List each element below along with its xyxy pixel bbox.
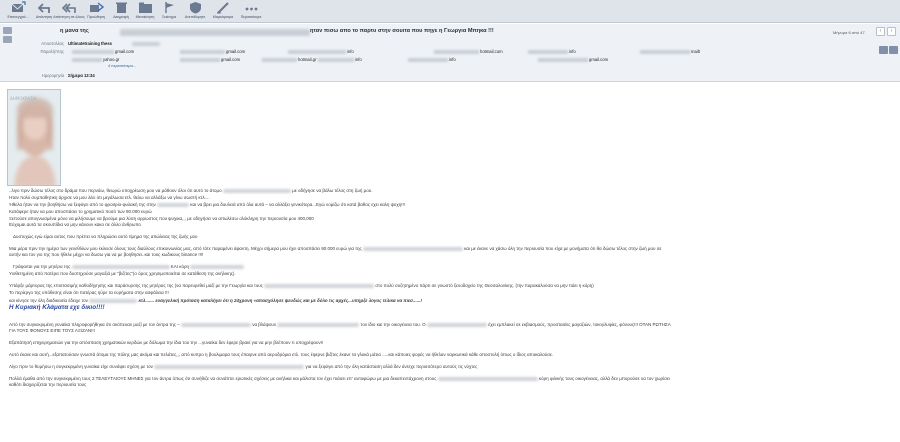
redacted-text <box>438 377 538 382</box>
more-label: Περισσότερα <box>240 15 262 19</box>
recipient-chip[interactable] <box>72 49 134 54</box>
contact-icon <box>3 36 12 43</box>
reply-all-label: Απάντηση σε όλους <box>53 15 85 19</box>
redacted-text <box>72 265 170 270</box>
body-line <box>9 382 86 388</box>
line-text: με οδήγησε να βάλω τέλος στη ζωή μου. <box>292 188 373 193</box>
recipient-domain: mailt <box>691 49 700 54</box>
line-text: Ηταν πολύ συμπαθητικη άρχισε να μου λέει ότι μεγάλωσα ετλ. θελω να αλλάξω να γίνω σωστή κτλ.... <box>9 195 210 200</box>
line-text: Υιοθετημένη από πατέρα που δυστηχούσε μαγαζιά με "βιζίτες"(ο όρος χρησιμοποιείται σε κατάθεση της ανήλικης). <box>9 271 236 276</box>
redacted-address <box>288 50 346 54</box>
highlight-line <box>9 305 105 311</box>
delete-icon <box>114 1 129 14</box>
move-label: Μετακίνηση <box>135 15 155 19</box>
mark-button[interactable] <box>210 1 236 22</box>
reply-icon <box>37 1 52 14</box>
line-text: κόρη φιλικής τους οικογένειας, αλλά δεν μπορούσε να τον χωρίσει <box>538 376 670 381</box>
body-line <box>9 328 95 334</box>
flag-button[interactable] <box>158 1 180 22</box>
redacted-text <box>190 265 244 270</box>
menu-icon[interactable] <box>889 46 898 54</box>
move-icon <box>138 1 153 14</box>
recipient-domain: gmail.com <box>115 49 135 54</box>
redacted-address <box>538 58 588 62</box>
side-buttons <box>879 46 898 54</box>
recipient-chip[interactable] <box>318 57 362 62</box>
body-line <box>13 234 198 240</box>
line-text: κτλ....... ευαγγελική πρόταση καταλήγει ότι η 24χρονη «απασχόλησε ψευδώς και με δόλο τις αρχές...υπηρξε λογος τελικα να πιεσ......! <box>138 298 423 303</box>
recipient-domain: info <box>449 57 456 62</box>
delete-label: Διαγραφή <box>113 15 129 19</box>
recipient-chip[interactable] <box>538 57 608 62</box>
redacted-text <box>89 299 137 304</box>
line-text: Λίγο πριν το θυμήσω η συγκεκριμένη γυναίκα είχε συνάψει σχέση με τον <box>9 364 153 369</box>
message-nav <box>876 27 896 36</box>
compose-icon <box>11 1 26 14</box>
body-line <box>9 290 169 296</box>
redacted-text <box>363 247 463 252</box>
line-text: και κίνησε την όλη διαδικασία έδειχε τον <box>9 298 88 303</box>
redacted-address <box>640 50 690 54</box>
recipient-domain: hotmail.com <box>480 49 503 54</box>
recipient-domain: info <box>347 49 354 54</box>
line-text: Ξεπούσε απογνωσμένα μόνο να μιλήσουμε να βρούμε μια λύση αρρωστος που ψυχικα,,, με οδηγήσει να απωλέσω ολόκληρη την περιουσία μου 400,000 <box>9 216 314 221</box>
date-label: Ημερομηνία <box>41 73 64 78</box>
blurred-id-photo <box>7 89 61 186</box>
recipient-chip[interactable] <box>180 49 245 54</box>
line-text: Κατάφερε ήταν να μου αποσπάσει το χρηματικό ποσό των 90.000 ευρώ <box>9 209 152 214</box>
recipient-chip[interactable] <box>262 57 316 62</box>
recipient-chip[interactable] <box>528 49 576 54</box>
spam-icon <box>188 1 203 14</box>
redacted-text <box>154 365 304 370</box>
redacted-address <box>262 58 297 62</box>
recipient-domain: yahoo.gr <box>103 57 120 62</box>
line-text: Εύχομαι αυτά τα σκουπίδια να μην κάνουν κακο σε άλλο άνθρωπο <box>9 222 141 227</box>
line-text: να βλάψουν <box>252 322 277 327</box>
recipient-chip[interactable] <box>640 49 700 54</box>
forward-label: Προώθηση <box>87 15 105 19</box>
redacted-text <box>181 323 251 328</box>
recipient-chip[interactable] <box>180 57 240 62</box>
compose-button[interactable] <box>5 1 31 22</box>
from-label: Αποστολέας <box>41 41 64 46</box>
line-text: Δυστυχώς εγώ είμαι αυτος που πρέπει να πληρώσει αυτό τίμημα της απώλειας της ζωής μου <box>13 234 198 239</box>
header-icon-column <box>3 27 12 45</box>
redacted-address <box>180 58 220 62</box>
recipient-domain: gmail.com <box>226 49 246 54</box>
recipient-chip[interactable] <box>434 49 503 54</box>
line-text: Ήθελα ήταν να την βοηθήσω να ξεφύγει από το φροϋρίο-φυλακή της στην <box>9 202 156 207</box>
body-line <box>9 271 236 277</box>
recipient-domain: info <box>355 57 362 62</box>
flag-label: Ξεκίνημα <box>161 15 177 19</box>
more-recipients-link[interactable]: 4 περισσότερα... <box>108 64 136 68</box>
body-line <box>9 364 477 370</box>
envelope-icon <box>3 27 12 34</box>
redacted-address <box>408 58 448 62</box>
date-value: Σήμερα 13:34 <box>68 73 95 78</box>
subject-row <box>60 28 760 37</box>
prev-message-icon[interactable]: ‹ <box>876 27 885 36</box>
line-text: Υπάρξε μάρτυρας της επιστασιμής καθοδήγησης και παράσυρσης της μητέρας της (να παρευρεθεί μαζί με την Γεωργία και τους <box>9 283 263 288</box>
next-message-icon[interactable]: › <box>887 27 896 36</box>
line-text: ΓΙΑ ΤΟΥΣ ΦΟΝΟΥΣ ΕΙΠΕ ΤΟΥΣ ΑΞΙΖΑΝ!!! <box>9 328 95 333</box>
body-line <box>9 188 372 194</box>
line-text: Το περίεργο της υπόθεσης είναι ότι πατέρας ηύρε τα ευρήματα στην ασφάλεια !!! <box>9 290 169 295</box>
subject-end: ηταν πισω απο το παρτυ στην σουιτα που πηγε η Γεωργια Μπηκα !!! <box>310 28 494 34</box>
line-text: Πολλά έμαθα από την συγκεκριμένη τους 2 ΤΕΛΕΥΤΑΙΟΥΣ ΜΗΝΕΣ για τον άντρα όπως ότι συνήθιζε να συνάπτει ερωτικές σχέσεις με ανήλικα και μάλιστα τον έχει πιάσει επ' αυτοφώρω με μια δεκαπεντάχρονη στους <box>9 376 437 381</box>
redacted-text <box>157 203 189 208</box>
recipient-domain: gmail.com <box>589 57 609 62</box>
recipient-chip[interactable] <box>408 57 456 62</box>
line-text: Η Κυριακή Κλάματα εχε δικιο!!!! <box>9 304 105 311</box>
move-button[interactable] <box>134 1 156 22</box>
line-text: έχει εμπλακεί σε εκβιασμούς, προστασίες μαγαζιών, τοκογλυφίες, φόνους!!! ΟΤΑΝ ΡΩΤΗΣΑ <box>488 322 671 327</box>
reply-label: Απάντηση <box>35 15 53 19</box>
recipient-chip[interactable] <box>72 57 119 62</box>
body-line <box>9 252 203 258</box>
redacted-text <box>277 323 359 328</box>
body-line <box>13 264 244 270</box>
compose-label: Επανεγγρά... <box>7 15 29 19</box>
redacted-address <box>318 58 354 62</box>
body-line <box>9 222 141 228</box>
line-text: ..λιγο πριν δώσω τέλος στο δράμα που περνάω, θεωρώ υποχρέωση μου να μάθουν όλοι ότι αυτό το άτομο <box>9 188 222 193</box>
delete-button[interactable] <box>110 1 132 22</box>
to-label: Παραλήπτης <box>40 49 64 54</box>
forward-button[interactable] <box>84 1 108 22</box>
recipient-domain: info <box>569 49 576 54</box>
redacted-text <box>427 323 487 328</box>
subject-start: η μανα της <box>60 28 89 34</box>
portrait-image <box>8 90 61 186</box>
line-text: αυτήν και τον γιο της που ήθελε μέχρι να δωσω για να με βοηθησει..και τους κωδικους binance !!!! <box>9 252 204 257</box>
more-button[interactable] <box>238 1 264 22</box>
redacted-address <box>72 58 102 62</box>
body-line <box>9 352 553 358</box>
line-text: και με έκανε να χάσω όλη την περιουσία που είχα με μονήματα ότι θα δώσω τέλος στην ζωή μου σε <box>464 246 662 251</box>
body-line <box>9 340 323 346</box>
reply-all-icon <box>62 1 77 14</box>
line-text: καθότι διαχειρίζεται την περιουσία τους <box>9 382 87 387</box>
print-icon[interactable] <box>879 46 888 54</box>
redacted-address <box>434 50 479 54</box>
recipient-chip[interactable] <box>288 49 354 54</box>
toolbar <box>0 0 900 23</box>
mark-icon <box>216 1 231 14</box>
body-line <box>9 209 152 215</box>
redacted-address <box>180 50 225 54</box>
reply-all-button[interactable] <box>53 1 85 22</box>
svg-text:ΔΗΜΟΚΡΑΤΙΑ: ΔΗΜΟΚΡΑΤΙΑ <box>10 96 37 101</box>
body-line <box>9 202 405 208</box>
line-text: Μια μέρα πριν την ημέρα των γενεθλίων μου έκλεισε όλους τους διαύλους επικοινωνίας μας, από τότε παραμένει άφαντη. Μέχρι σήμερα μου έχει αποσπάσει 90.000 ευρώ για της <box>9 246 362 251</box>
spam-button[interactable] <box>182 1 208 22</box>
line-text: Από την συγκεκριμένη γυναίκα πληροφορήθηκα ότι σκόπευαν μαζί με τον άντρα της – <box>9 322 180 327</box>
body-line <box>9 195 210 201</box>
redacted-from <box>132 42 160 46</box>
message-count: Μήνυμα 6 από 47 <box>833 30 865 35</box>
line-text: Αυτό έκανε και αυτή...εξαπατούσαν γνωστά άτομα της πόλης μας ακόμα και πελάτες,,, από κυπρο η βουλιμαρα τους έπαιρνε από αεροδρόμια ετλ. τους έφερνε βιζίτες έκανε τα γλυκά μάτια .....και κάποιες φορές να ήθελαν ναρκωτικά κάθε αποστολή όπως ο ίδιος αποκαλούσε. <box>9 352 554 357</box>
redacted-text <box>223 189 291 194</box>
mark-label: Μαρκάρισμα <box>212 15 234 19</box>
spam-label: Ανεπιθύμητο <box>184 15 206 19</box>
from-value[interactable]: Ultimatetraining thess <box>68 41 112 46</box>
flag-icon <box>162 1 177 14</box>
recipient-domain: hotmail.gr <box>298 57 317 62</box>
redacted-address <box>72 50 114 54</box>
line-text: ΚΑΙ κόρη <box>170 264 190 269</box>
redacted-address <box>528 50 568 54</box>
body-line <box>9 283 594 289</box>
more-icon <box>244 1 259 14</box>
line-text: και να βρει μια δουλειά από όλα αυτά – να αλλάξει γενικότερα...Εγώ νομίζω ότι κατά βαθος εχει καλη ψυχη!!! <box>190 202 405 207</box>
message-header <box>0 24 900 82</box>
line-text: τον ίδιο και την οικογένεια του. Ο <box>360 322 426 327</box>
body-line <box>9 376 670 382</box>
forward-icon <box>89 1 104 14</box>
line-text: Γράφοιται για την μητέρα της <box>13 264 71 269</box>
body-line <box>9 322 671 328</box>
line-text: Εξαπάτησή επιχειρηματιών για την απόσπαση χρηματικών κερδών με δόλωμα την ίδια του την ...γυναίκα δεν έφερε βρακί για να μην βλέπουν τι υποχρέφουν!! <box>9 340 324 345</box>
redacted-text <box>264 284 374 289</box>
recipient-domain: gmail.com <box>221 57 241 62</box>
line-text: στο πολύ συζητημένο πάρτι σε γνωστό ξενοδοχείο της Θεσσαλονίκης. (την παρακαλούσα να μην πάει η κόρη) <box>375 283 594 288</box>
line-text: για να ξεφύγει από την όλη κατάσταση αλλά δεν άντεχε περισσότερο αυτούς τις νύχτες <box>305 364 478 369</box>
redacted-name <box>120 29 310 36</box>
